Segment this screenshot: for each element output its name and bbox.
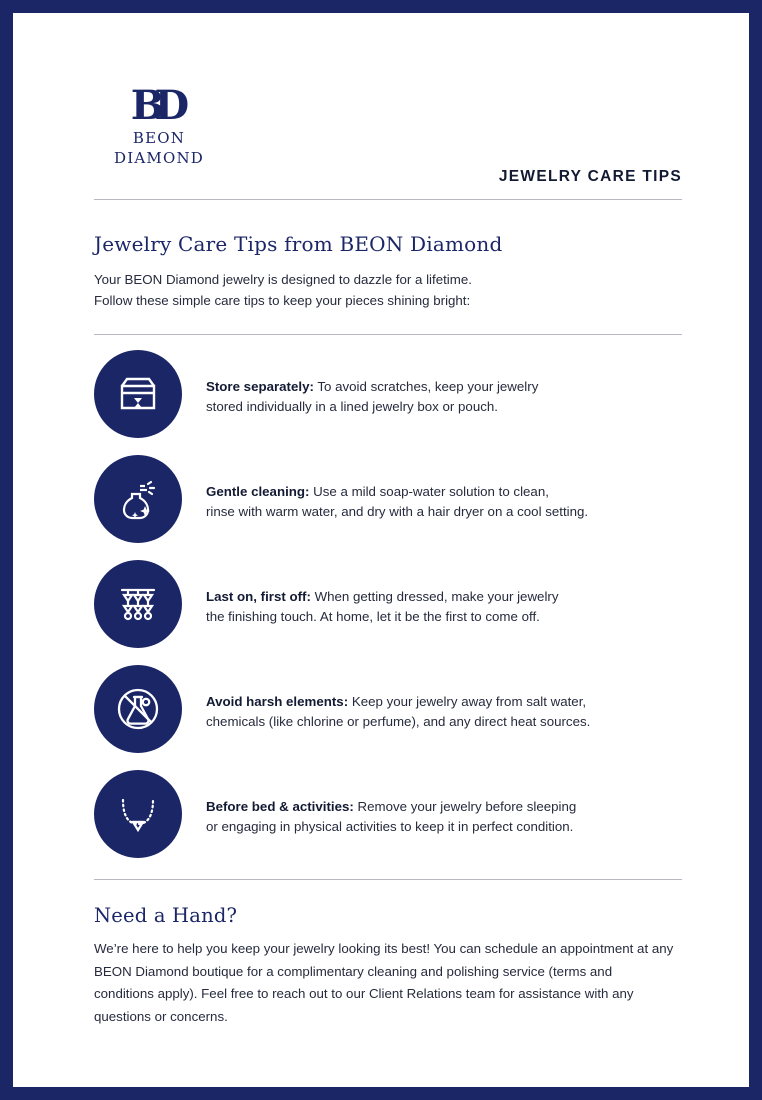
brand-logo [94,82,224,167]
tip-line-2: rinse with warm water, and dry with a hair dryer on a cool setting. [206,504,589,519]
help-heading: Need a Hand? [94,904,238,927]
tip-item [80,350,682,455]
tip-line-2: stored individually in a lined jewelry box or pouch. [206,399,498,414]
tip-label: Last on, first off: [206,589,311,604]
tip-line-1: To avoid scratches, keep your jewelry [313,379,539,394]
tip-item [80,665,682,770]
document-page [13,13,749,1087]
tip-label: Before bed & activities: [206,799,354,814]
page-title: Jewelry Care Tips from BEON Diamond [94,232,503,256]
tip-line-1: Use a mild soap-water solution to clean, [309,484,549,499]
intro-line-2: Follow these simple care tips to keep your pieces shining bright: [94,293,471,308]
divider-middle [94,334,682,335]
tip-text [206,587,676,627]
tip-line-2: chemicals (like chlorine or perfume), and any direct heat sources. [206,714,591,729]
tip-text [206,482,676,522]
logo-word-beon: BEON [132,129,186,147]
tip-label: Store separately: [206,379,314,394]
intro-text [94,269,674,311]
tip-text [206,377,676,417]
earrings-icon [94,560,182,648]
spray-cleaning-icon [94,455,182,543]
divider-top [94,199,682,200]
document-header [80,13,682,167]
tip-line-1: Keep your jewelry away from salt water, [348,694,587,709]
tip-label: Avoid harsh elements: [206,694,349,709]
no-chemicals-icon [94,665,182,753]
tips-list [80,350,682,875]
tip-line-2: the finishing touch. At home, let it be the first to come off. [206,609,540,624]
tip-line-2: or engaging in physical activities to keep it in perfect condition. [206,819,574,834]
tip-item [80,455,682,560]
necklace-icon [94,770,182,858]
tip-text [206,692,676,732]
logo-monogram: BD [130,82,180,129]
tip-text [206,797,676,837]
divider-bottom [94,879,682,880]
logo-word-diamond: DIAMOND [114,149,204,167]
tip-line-1: Remove your jewelry before sleeping [353,799,577,814]
tip-item [80,560,682,665]
jewelry-box-icon [94,350,182,438]
tip-item [80,770,682,875]
intro-line-1: Your BEON Diamond jewelry is designed to dazzle for a lifetime. [94,272,472,287]
page-content [80,13,682,1087]
tip-label: Gentle cleaning: [206,484,310,499]
help-body: We’re here to help you keep your jewelry looking its best! You can schedule an appointment at any BEON Diamond boutique for a complimentary cleaning and polishing service (terms and conditions apply). Feel free to reach out to our Client Relations team for assistance with any questions or concerns. [94,941,674,1024]
tip-line-1: When getting dressed, make your jewelry [310,589,559,604]
header-title: JEWELRY CARE TIPS [498,168,682,185]
